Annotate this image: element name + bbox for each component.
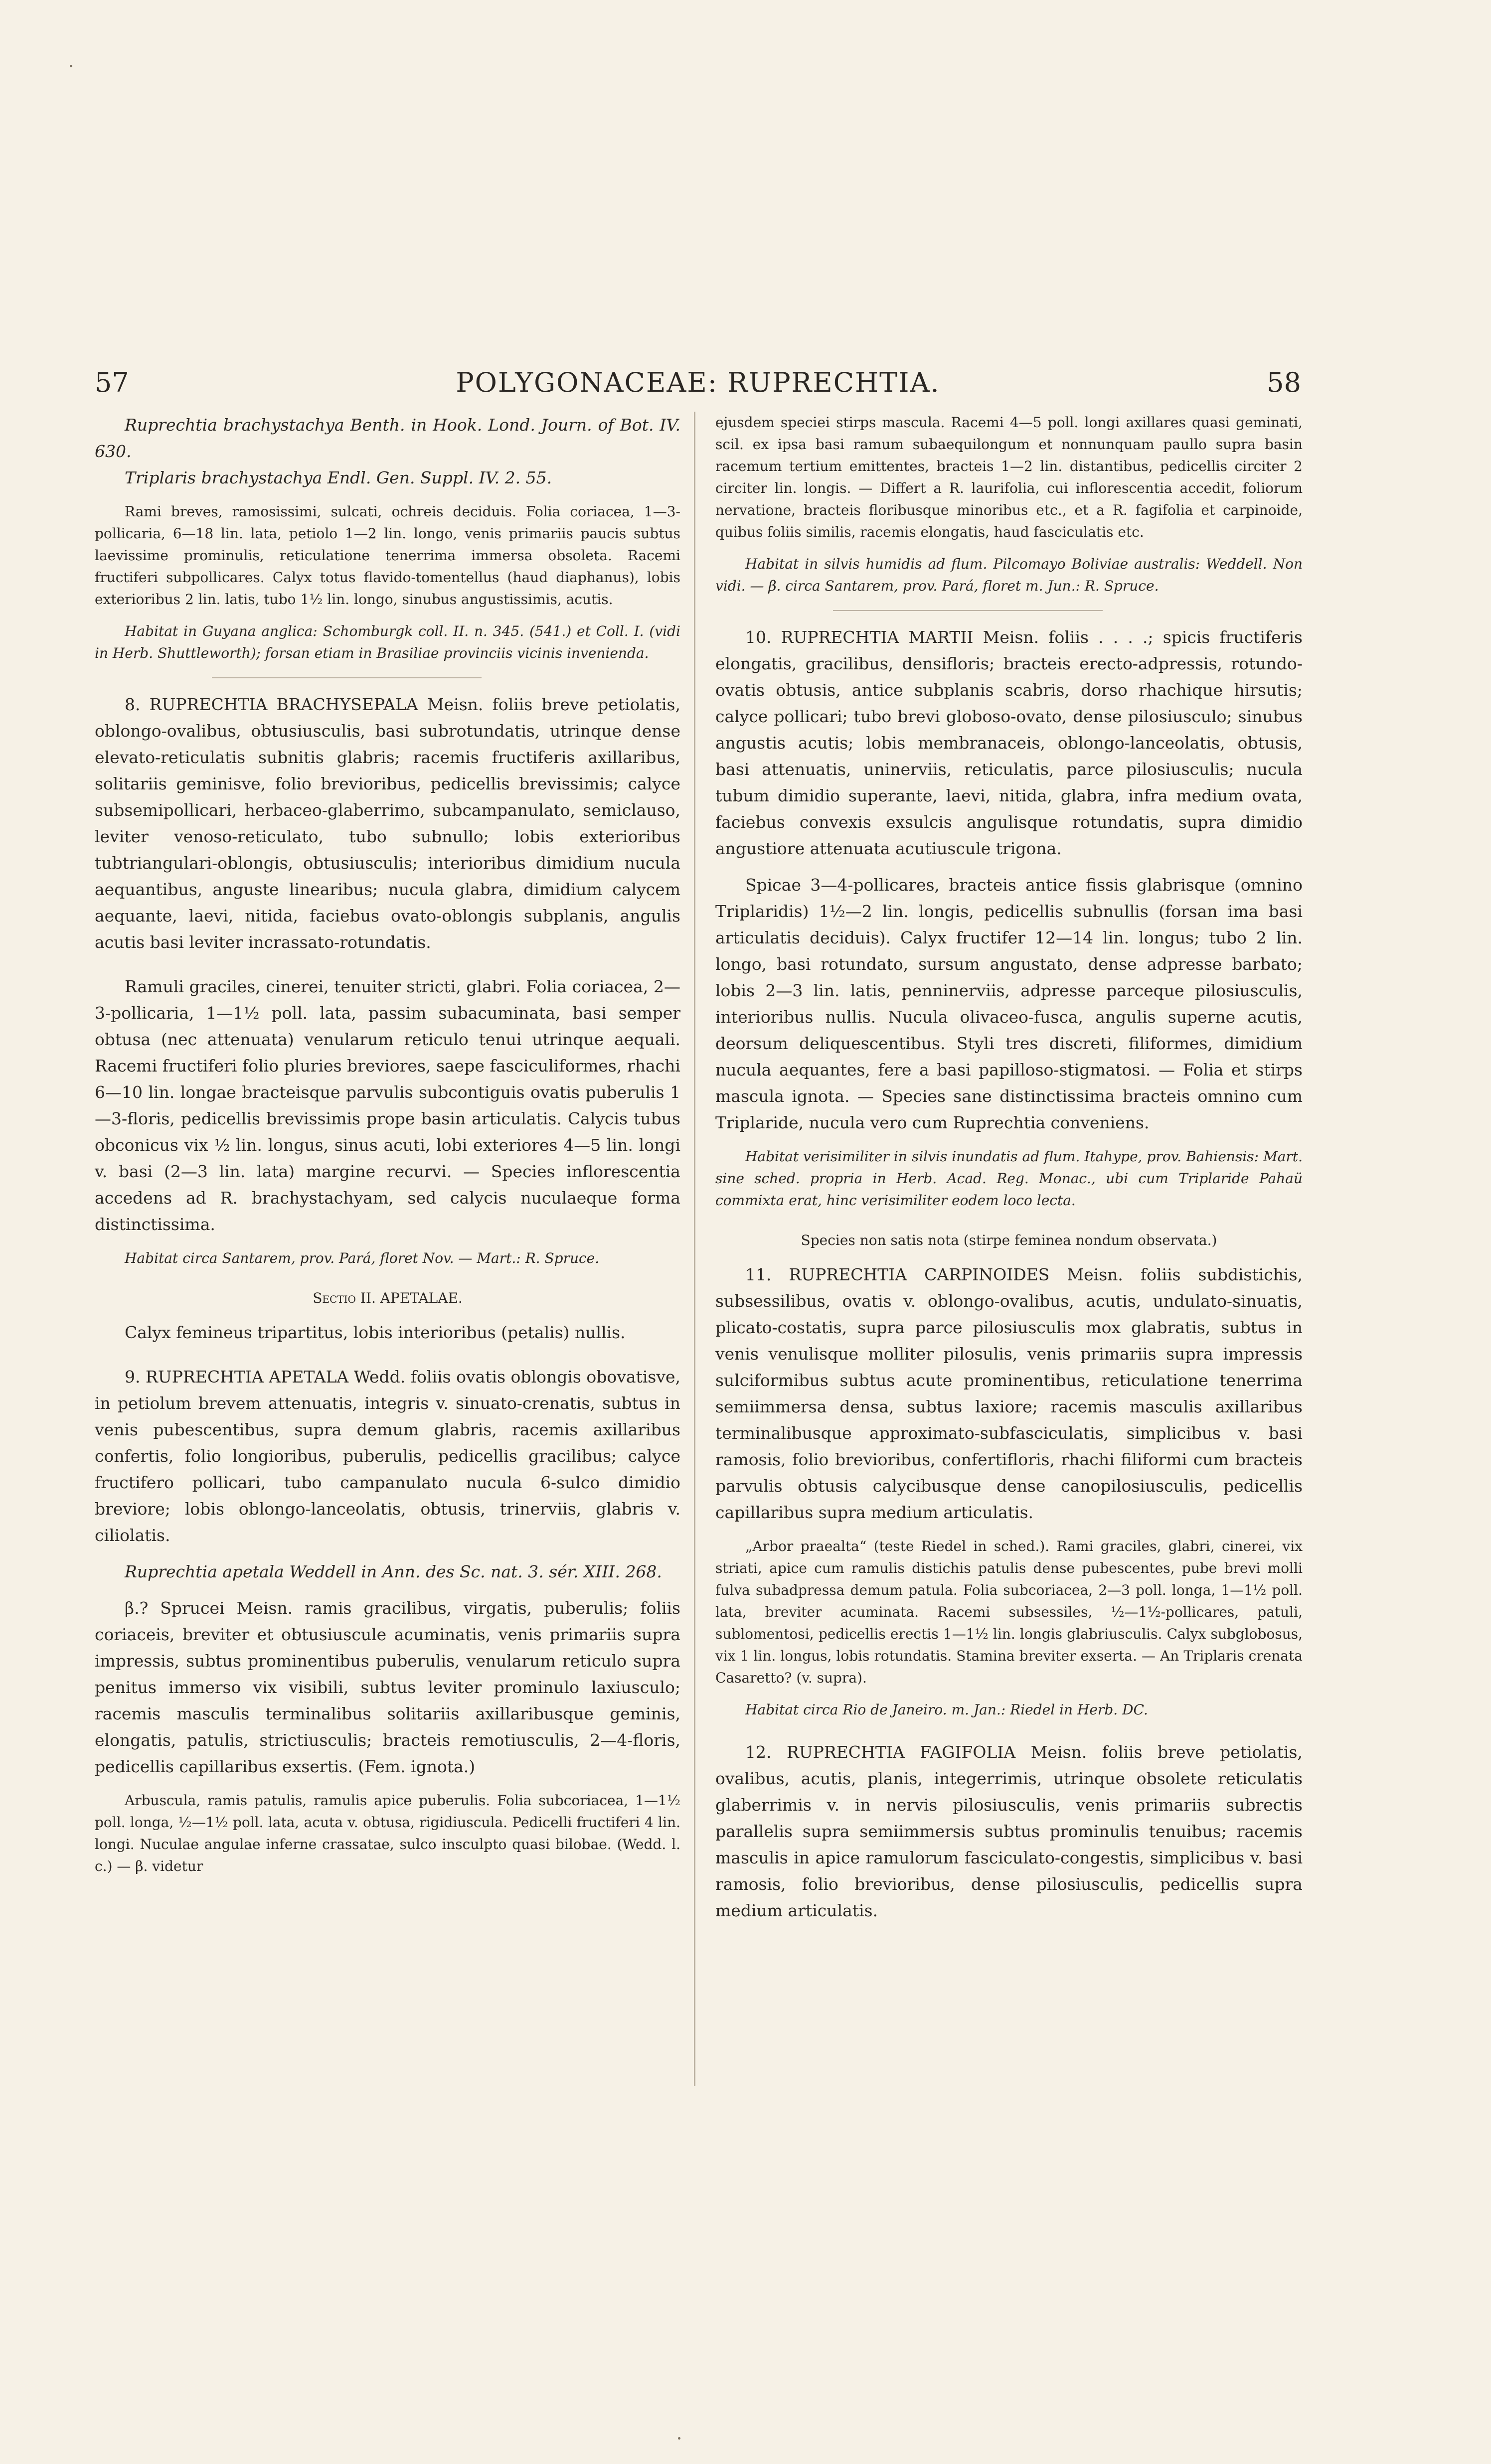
divider [833,610,1103,611]
habitat-note: Habitat verisimiliter in silvis inundatis ad flum. Itahype, prov. Bahiensis: Mart. sine sched. propria in Herb. Acad. Reg. Monac., ubi cum Triplaride Pahaü commixta erat, hinc verisimiliter eodem loco lecta. [715,1148,1303,1209]
divider [212,677,482,678]
page-number-left: 57 [95,367,129,398]
species-diagnosis: 11. RUPRECHTIA CARPINOIDES Meisn. foliis subdistichis, subsessilibus, ovatis v. oblongo-ovalibus, acutis, undulato-sinuatis, plicato-costatis, supra parce pilosiusculis mox glabratis, subtus in venis venulisque molliter pilosulis, venis primariis supra impressis sulciformibus subtus acute prominentibus, reticulatione tenerrima semiimmersa densa, subtus laxiore; racemis masculis axillaribus terminalibusque approximato-subfasciculatis, simplicibus v. basi ramosis, folio brevioribus, confertifloris, rhachi filiformi cum bracteis parvulis obtusis calycibusque dense canopilosiusculis, pedicellis capillaribus supra medium articulatis. [715,1265,1303,1522]
habitat-note: Habitat circa Santarem, prov. Pará, floret Nov. — Mart.: R. Spruce. [125,1250,600,1266]
species-diagnosis: 10. RUPRECHTIA MARTII Meisn. foliis . . . .; spicis fructiferis elongatis, gracilibus, densifloris; bracteis erecto-adpressis, rotundo-ovatis obtusis, antice subplanis scabris, dorso rhachique hirsutis; calyce pollicari; tubo brevi globoso-ovato, dense pilosiusculo; sinubus angustis acutis; lobis membranaceis, oblongo-lanceolatis, obtusis, basi attenuatis, uninerviis, reticulatis, parce pilosiusculis; nucula tubum dimidio superante, laevi, nitida, glabra, infra medium ovata, faciebus convexis exsulcis angulisque rotundatis, supra dimidio angustiore attenuata acutiuscule trigona. [715,627,1303,858]
description-paragraph: Rami breves, ramosissimi, sulcati, ochreis deciduis. Folia coriacea, 1—3-pollicaria, 6—18 lin. lata, petiolo 1—2 lin. longo, venis primariis paucis subtus laevissime prominulis, reticulatione tenerrima immersa obsoleta. Racemi fructiferi subpollicares. Calyx totus flavido-tomentellus (haud diaphanus), lobis exterioribus 2 lin. latis, tubo 1½ lin. longo, sinubus angustissimis, acutis. [95,503,680,608]
running-title: POLYGONACEAE: RUPRECHTIA. [456,367,940,398]
paper-speck [70,65,72,67]
section-heading: Sectio II. APETALAE. [313,1290,463,1306]
variety-diagnosis: β.? Sprucei Meisn. ramis gracilibus, virgatis, puberulis; foliis coriaceis, breviter et obtusiuscule acuminatis, venis primariis supra impressis, subtus prominentibus puberulis, venularum reticulo supra penitus immerso vix visibili, subtus leviter prominulo laxiusculo; racemis masculis terminalibus solitariis axillaribusque geminis, elongatis, patulis, strictiusculis; bracteis remotiusculis, 2—4-floris, pedicellis capillaribus exsertis. (Fem. ignota.) [95,1598,680,1776]
habitat-note: Habitat in Guyana anglica: Schomburgk coll. II. n. 345. (541.) et Coll. I. (vidi in Herb. Shuttleworth); forsan etiam in Brasiliae provinciis vicinis invenienda. [95,623,680,661]
right-column [715,412,1303,1924]
species-diagnosis: 8. RUPRECHTIA BRACHYSEPALA Meisn. foliis breve petiolatis, oblongo-ovalibus, obtusiusculis, basi subrotundatis, utrinque dense elevato-reticulatis subnitis glabris; racemis fructiferis axillaribus, solitariis geminisve, folio brevioribus, pedicellis brevissimis; calyce subsemipollicari, herbaceo-glaberrimo, subcampanulato, semiclauso, leviter venoso-reticulato, tubo subnullo; lobis exterioribus tubtriangulari-oblongis, obtusiusculis; interioribus dimidium nucula aequantibus, anguste linearibus; nucula glabra, dimidium calycem aequante, laevi, nitida, faciebus ovato-oblongis subplanis, angulis acutis basi leviter incrassato-rotundatis. [95,695,680,952]
synonym-citation: Ruprechtia brachystachya Benth. in Hook. Lond. Journ. of Bot. IV. 630. [95,415,680,461]
description-paragraph: „Arbor praealta“ (teste Riedel in sched.). Rami graciles, glabri, cinerei, vix striati, apice cum ramulis distichis patulis dense pubescentes, pube brevi molli fulva subadpressa demum patula. Folia subcoriacea, 2—3 poll. longa, 1—1½ poll. lata, breviter acuminata. Racemi subsessiles, ½—1½-pollicares, patuli, sublomentosi, pedicellis erectis 1—1½ lin. longis glabriusculis. Calyx subglobosus, vix 1 lin. longus, lobis rotundatis. Stamina breviter exserta. — An Triplaris crenata Casaretto? (v. supra). [715,1538,1303,1686]
species-diagnosis: 12. RUPRECHTIA FAGIFOLIA Meisn. foliis breve petiolatis, ovalibus, acutis, planis, integerrimis, utrinque obsolete reticulatis glaberrimis v. in nervis pilosiusculis, venis primariis subrectis parallelis supra semiimmersis subtus prominulis tenuibus; racemis masculis in apice ramulorum fasciculato-congestis, simplicibus v. basi ramosis, folio brevioribus, dense pilosiusculis, pedicellis supra medium articulatis. [715,1742,1303,1920]
column-rule [694,412,695,2086]
section-note: Species non satis nota (stirpe feminea nondum observata.) [801,1232,1217,1248]
habitat-note: Habitat circa Rio de Janeiro. m. Jan.: Riedel in Herb. DC. [745,1701,1148,1718]
page-number-right: 58 [1267,367,1301,398]
left-column [95,412,680,1877]
description-paragraph: Arbuscula, ramis patulis, ramulis apice puberulis. Folia subcoriacea, 1—1½ poll. longa, ½—1½ poll. lata, acuta v. obtusa, rigidiuscula. Pedicelli fructiferi 4 lin. longi. Nuculae angulae inferne crassatae, sulco insculpto quasi bilobae. (Wedd. l. c.) — β. videtur [95,1792,680,1874]
description-paragraph: ejusdem speciei stirps mascula. Racemi 4—5 poll. longi axillares quasi geminati, scil. ex ipsa basi ramum subaequilongum et nonnunquam paullo supra basin racemum tertium emittentes, bracteis 1—2 lin. distantibus, pedicellis circiter 2 circiter lin. longis. — Differt a R. laurifolia, cui inflorescentia accedit, foliorum nervatione, bracteis floribusque minoribus etc., et a R. fagifolia et carpinoide, quibus foliis similis, racemis elongatis, haud fasciculatis etc. [715,414,1303,540]
section-description: Calyx femineus tripartitus, lobis interioribus (petalis) nullis. [125,1323,626,1342]
page-header [95,363,1301,403]
species-diagnosis: 9. RUPRECHTIA APETALA Wedd. foliis ovatis oblongis obovatisve, in petiolum brevem attenuatis, integris v. sinuato-crenatis, subtus in venis pubescentibus, supra demum glabris, racemis axillaribus confertis, folio longioribus, puberulis, pedicellis gracilibus; calyce fructifero pollicari, tubo campanulato nucula 6-sulco dimidio breviore; lobis oblongo-lanceolatis, obtusis, trinerviis, glabris v. ciliolatis. [95,1367,680,1545]
paper-speck [678,2437,680,2440]
synonym-citation: Ruprechtia apetala Weddell in Ann. des Sc. nat. 3. sér. XIII. 268. [125,1562,662,1581]
habitat-note: Habitat in silvis humidis ad flum. Pilcomayo Boliviae australis: Weddell. Non vidi. — β. circa Santarem, prov. Pará, floret m. Jun.: R. Spruce. [715,556,1303,594]
description-paragraph: Ramuli graciles, cinerei, tenuiter stricti, glabri. Folia coriacea, 2—3-pollicaria, 1—1½ poll. lata, passim subacuminata, basi semper obtusa (nec attenuata) venularum reticulo tenui utrinque aequali. Racemi fructiferi folio pluries breviores, saepe fasciculiformes, rhachi 6—10 lin. longae bracteisque parvulis subcontiguis ovatis puberulis 1—3-floris, pedicellis brevissimis prope basin articulatis. Calycis tubus obconicus vix ½ lin. longus, sinus acuti, lobi exteriores 4—5 lin. longi v. basi (2—3 lin. lata) margine recurvi. — Species inflorescentia accedens ad R. brachystachyam, sed calycis nuculaeque forma distinctissima. [95,977,680,1234]
synonym-citation: Triplaris brachystachya Endl. Gen. Suppl. IV. 2. 55. [125,468,552,487]
description-paragraph: Spicae 3—4-pollicares, bracteis antice fissis glabrisque (omnino Triplaridis) 1½—2 lin. longis, pedicellis subnullis (forsan ima basi articulatis deciduis). Calyx fructifer 12—14 lin. longus; tubo 2 lin. longo, basi rotundato, sursum angustato, dense adpresse barbato; lobis 2—3 lin. latis, penninerviis, adpresse parceque pilosiusculis, interioribus nullis. Nucula olivaceo-fusca, angulis superne acutis, deorsum deliquescentibus. Styli tres discreti, filiformes, dimidium nucula aequantes, fere a basi papilloso-stigmatosi. — Folia et stirps mascula ignota. — Species sane distinctissima bracteis omnino cum Triplaride, nucula vero cum Ruprechtia conveniens. [715,875,1303,1132]
